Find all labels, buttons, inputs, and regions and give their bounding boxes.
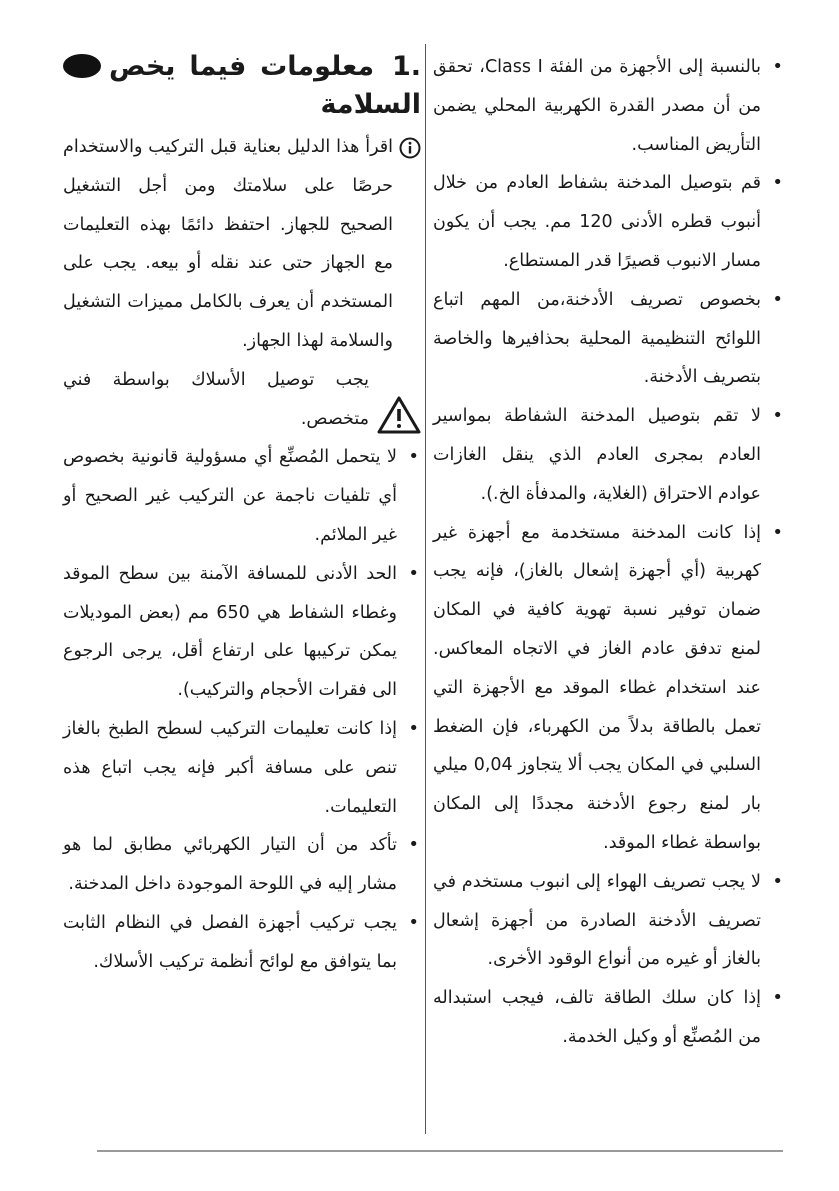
- warning-block: [63, 361, 421, 439]
- left-column: [433, 48, 785, 1057]
- right-column: [63, 48, 421, 982]
- warning-triangle-icon: [377, 395, 421, 435]
- list-item: • بالنسبة إلى الأجهزة من الفئة Class I، تحقق من أن مصدر القدرة الكهربية المحلي يضمن التأريض المناسب.: [433, 48, 785, 164]
- list-item: • قم بتوصيل المدخنة بشفاط العادم من خلال أنبوب قطره الأدنى 120 مم. يجب أن يكون مسار الانبوب قصيرًا قدر المستطاع.: [433, 164, 785, 280]
- section-heading: [63, 48, 421, 124]
- list-item: • يجب تركيب أجهزة الفصل في النظام الثابت بما يتوافق مع لوائح أنظمة تركيب الأسلاك.: [63, 904, 421, 982]
- section-number: 1.: [391, 51, 421, 82]
- list-item: • لا يتحمل المُصنِّع أي مسؤولية قانونية بخصوص أي تلفيات ناجمة عن التركيب غير الصحيح أو غير الملائم.: [63, 438, 421, 554]
- column-divider: [425, 44, 426, 1134]
- footer-rule: [97, 1150, 783, 1152]
- intro-block: [63, 128, 421, 361]
- list-item: • إذا كان سلك الطاقة تالف، فيجب استبداله من المُصنِّع أو وكيل الخدمة.: [433, 979, 785, 1057]
- section-title: معلومات فيما يخص السلامة: [109, 51, 421, 120]
- left-bullet-list: [433, 48, 785, 1057]
- list-item: • الحد الأدنى للمسافة الآمنة بين سطح الموقد وغطاء الشفاط هي 650 مم (بعض الموديلات يمكن تركيبها على ارتفاع أقل، يرجى الرجوع الى فقرات الأحجام والتركيب).: [63, 555, 421, 710]
- list-item: • بخصوص تصريف الأدخنة،من المهم اتباع اللوائح التنظيمية المحلية بحذافيرها والخاصة بتصريف الأدخنة.: [433, 281, 785, 397]
- list-item: • لا يجب تصريف الهواء إلى انبوب مستخدم في تصريف الأدخنة الصادرة من أجهزة إشعال بالغاز أو غيره من أنواع الوقود الأخرى.: [433, 863, 785, 979]
- list-item: • تأكد من أن التيار الكهربائي مطابق لما هو مشار إليه في اللوحة الموجودة داخل المدخنة.: [63, 826, 421, 904]
- warning-text: يجب توصيل الأسلاك بواسطة فني متخصص.: [63, 369, 369, 429]
- filled-ellipse-icon: [63, 54, 101, 78]
- list-item: • إذا كانت تعليمات التركيب لسطح الطبخ بالغاز تنص على مسافة أكبر فإنه يجب اتباع هذه التعليمات.: [63, 710, 421, 826]
- list-item: • إذا كانت المدخنة مستخدمة مع أجهزة غير كهربية (أي أجهزة إشعال بالغاز)، فإنه يجب ضمان توفير نسبة تهوية كافية في المكان لمنع تدفق عادم الغاز في الاتجاه المعاكس. عند استخدام غطاء الموقد مع الأجهزة التي تعمل بالطاقة بدلاً من الكهرباء، فإن الضغط السلبي في المكان يجب ألا يتجاوز 0,04 ميلي بار لمنع رجوع الأدخنة مجددًا إلى المكان بواسطة غطاء الموقد.: [433, 514, 785, 863]
- info-circle-icon: [399, 137, 421, 159]
- right-bullet-list: [63, 438, 421, 981]
- intro-text: اقرأ هذا الدليل بعناية قبل التركيب والاستخدام حرصًا على سلامتك ومن أجل التشغيل الصحيح للجهاز. احتفظ دائمًا بهذه التعليمات مع الجهاز حتى عند نقله أو بيعه. يجب على المستخدم أن يعرف بالكامل مميزات التشغيل والسلامة لهذا الجهاز.: [63, 137, 393, 351]
- list-item: • لا تقم بتوصيل المدخنة الشفاطة بمواسير العادم بمجرى العادم الذي ينقل الغازات عوادم الاحتراق (الغلاية، والمدفأة الخ.).: [433, 397, 785, 513]
- page-title: [109, 48, 421, 124]
